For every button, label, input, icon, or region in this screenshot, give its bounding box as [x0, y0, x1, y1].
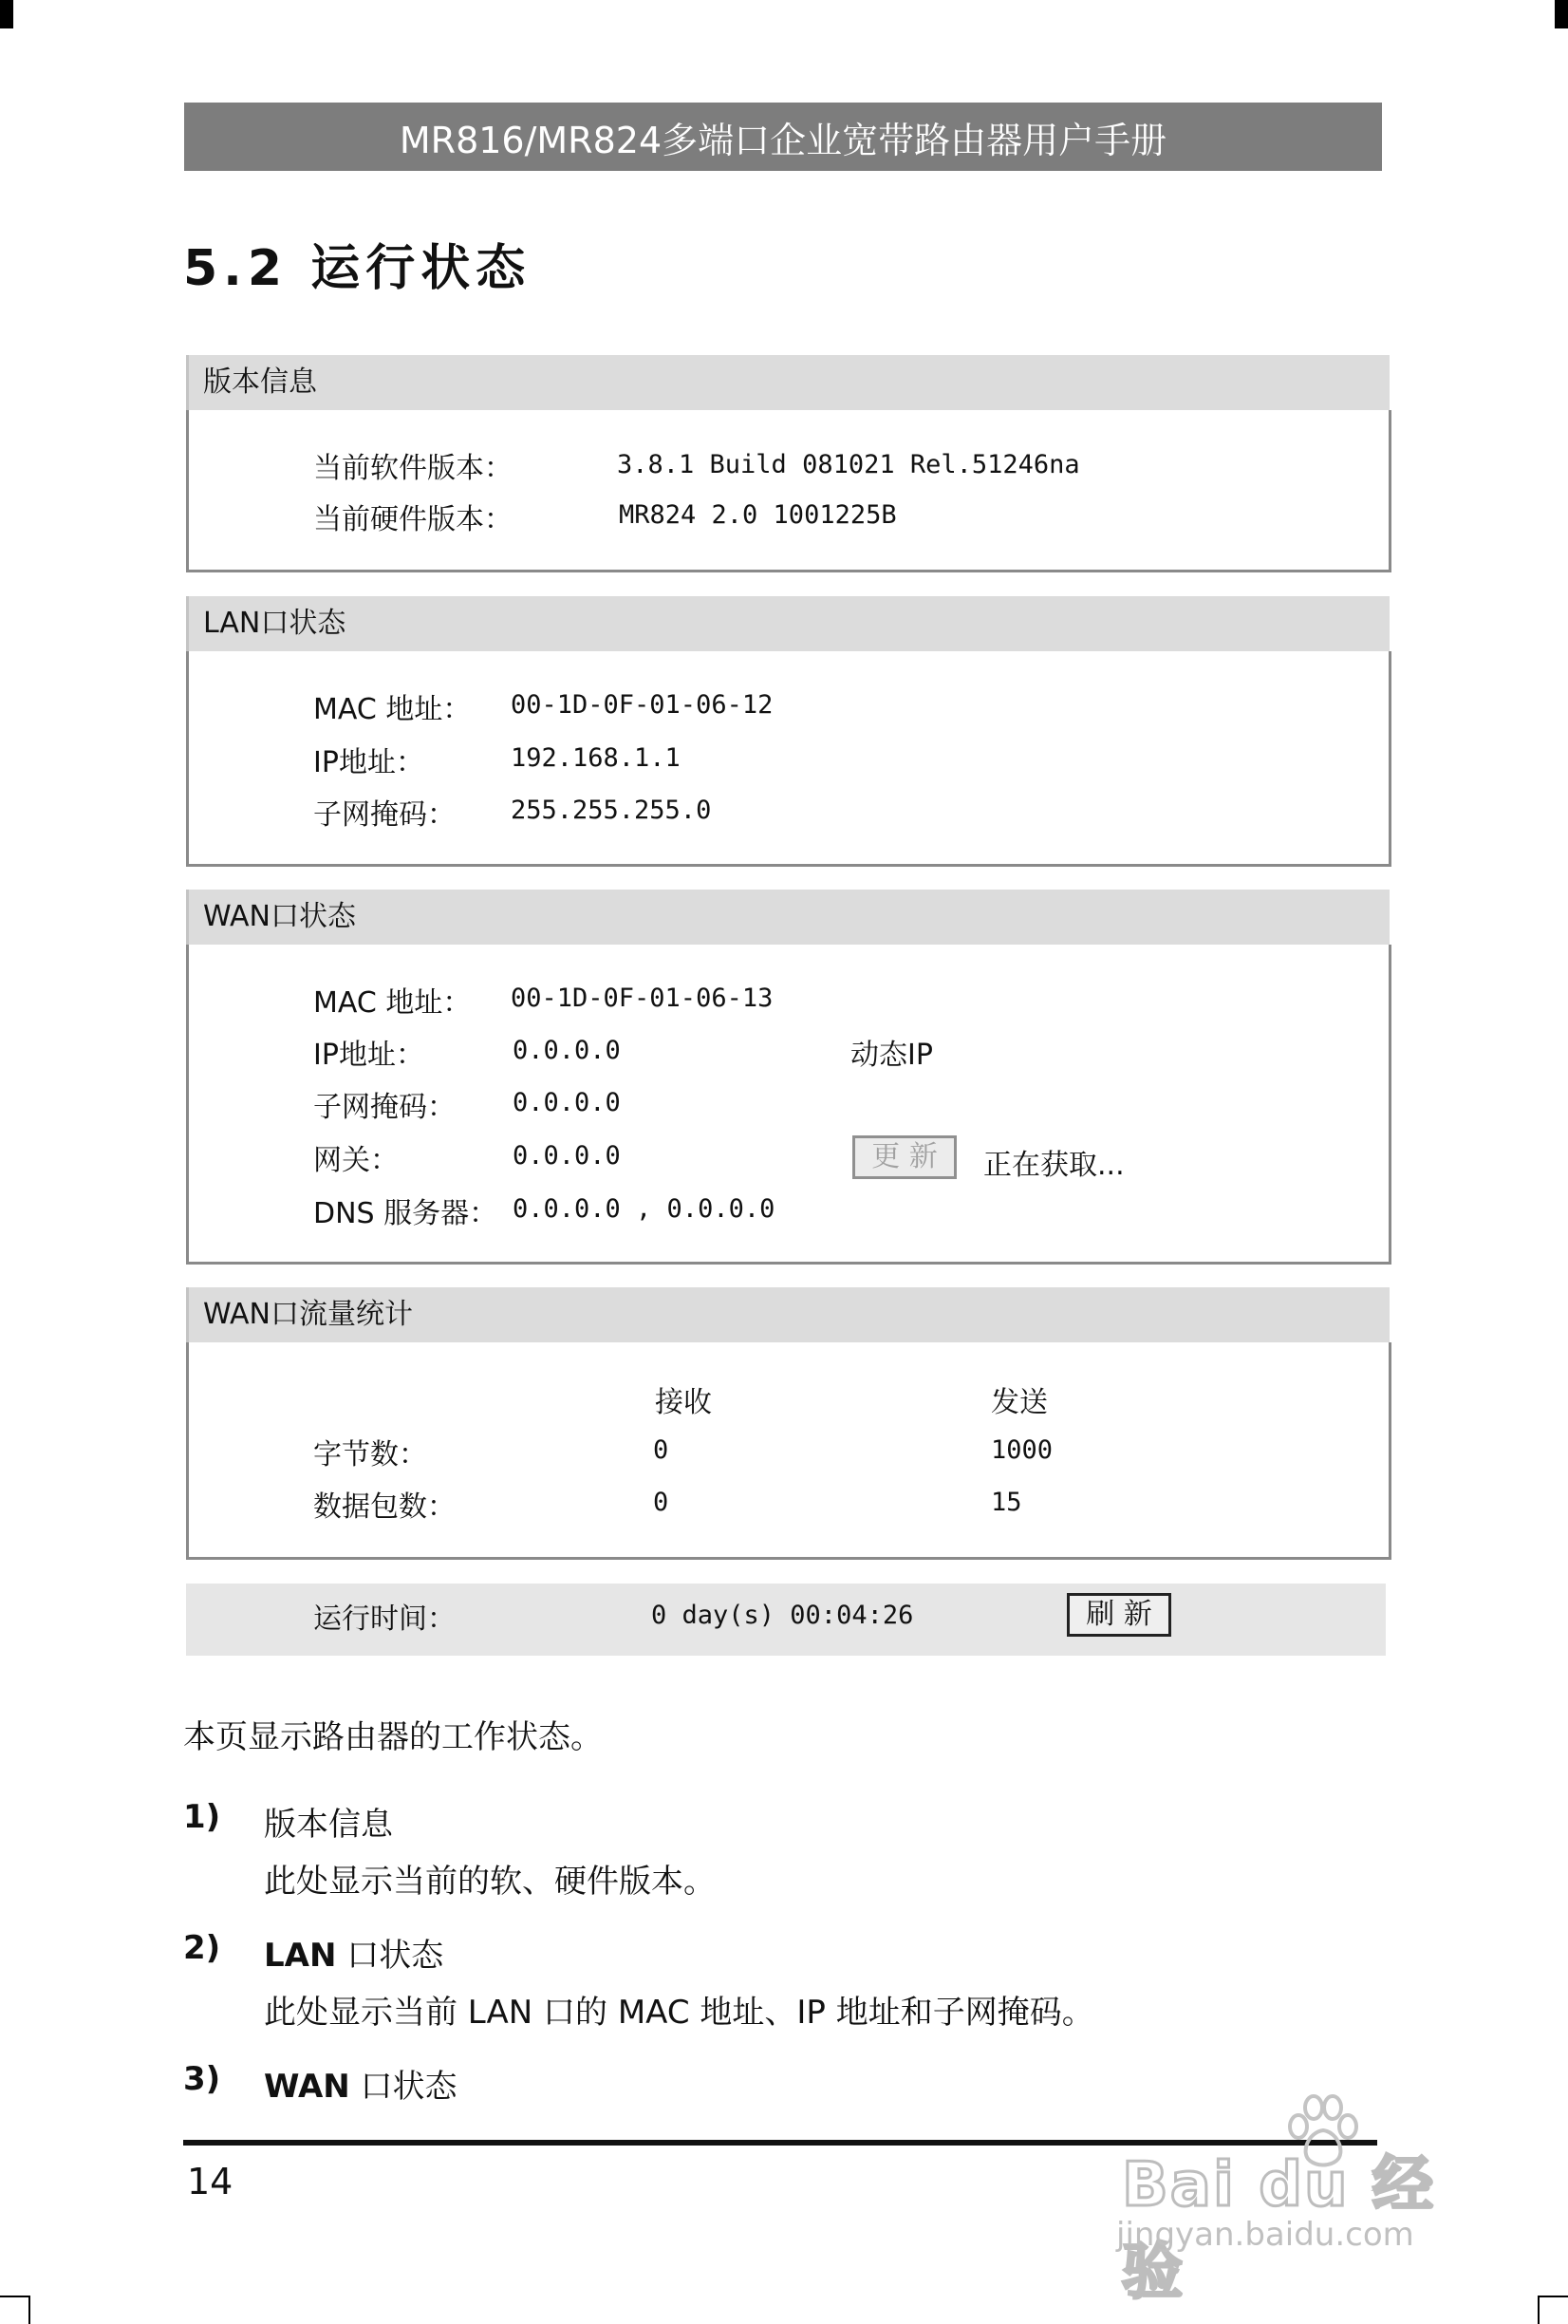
refresh-button[interactable]: 刷 新	[1067, 1593, 1171, 1637]
version-panel-header	[186, 355, 1390, 410]
item-3-title	[264, 2060, 457, 2107]
traffic-packets-send: 15	[991, 1488, 1022, 1517]
wan-mask-value: 0.0.0.0	[513, 1088, 621, 1117]
software-version-label: 当前软件版本：	[313, 452, 513, 485]
crop-mark-bottom-left-v	[28, 2296, 30, 2324]
wan-ip-value: 0.0.0.0	[513, 1036, 621, 1065]
item-2-description: 此处显示当前 LAN 口的 MAC 地址、IP 地址和子网掩码。	[264, 1994, 1094, 2032]
version-panel	[186, 410, 1391, 572]
traffic-col-send: 发送	[991, 1386, 1048, 1419]
manual-title: MR816/MR824多端口企业宽带路由器用户手册	[399, 119, 1167, 161]
baidu-watermark	[1109, 2094, 1488, 2308]
hardware-version-value: MR824 2.0 1001225B	[619, 500, 897, 530]
traffic-bytes-receive: 0	[653, 1435, 669, 1465]
watermark-url: jingyan.baidu.com	[1116, 2216, 1414, 2254]
lan-mac-label: MAC 地址：	[313, 693, 472, 726]
item-2-title-text: 口状态	[336, 1937, 444, 1975]
lan-mask-label: 子网掩码：	[313, 798, 456, 832]
manual-header	[184, 103, 1382, 171]
item-3-title-bold: WAN	[264, 2068, 350, 2106]
wan-dns-label: DNS 服务器：	[313, 1197, 498, 1230]
lan-mac-value: 00-1D-0F-01-06-12	[511, 690, 774, 720]
traffic-col-receive: 接收	[655, 1386, 712, 1419]
wan-ip-type: 动态IP	[850, 1039, 933, 1072]
item-3-title-text: 口状态	[349, 2068, 457, 2106]
wan-panel-title: WAN口状态	[203, 900, 356, 933]
runtime-label: 运行时间：	[313, 1602, 456, 1636]
item-2-number: 2)	[183, 1929, 221, 1967]
item-2-title-bold: LAN	[264, 1937, 337, 1975]
item-3-number: 3)	[183, 2060, 221, 2098]
crop-mark-bottom-right-v	[1538, 2296, 1540, 2324]
traffic-panel-title: WAN口流量统计	[203, 1298, 413, 1331]
item-1-description: 此处显示当前的软、硬件版本。	[264, 1863, 716, 1901]
item-1-title-text: 版本信息	[264, 1806, 393, 1844]
lan-ip-label: IP地址：	[313, 746, 424, 779]
item-2-title	[264, 1929, 443, 1976]
wan-mac-value: 00-1D-0F-01-06-13	[511, 984, 774, 1013]
traffic-bytes-label: 字节数：	[313, 1438, 427, 1471]
crop-mark-top-left	[0, 0, 13, 28]
wan-ip-label: IP地址：	[313, 1039, 424, 1072]
wan-mask-label: 子网掩码：	[313, 1091, 456, 1124]
page-number: 14	[187, 2161, 233, 2202]
wan-update-button[interactable]: 更 新	[852, 1135, 957, 1179]
wan-dns-value: 0.0.0.0 , 0.0.0.0	[513, 1194, 775, 1224]
section-title: 5.2 运行状态	[183, 240, 532, 297]
wan-status-text: 正在获取...	[983, 1149, 1125, 1182]
watermark-brand: Bai du 经验	[1122, 2150, 1435, 2308]
crop-mark-bottom-right	[1540, 2296, 1568, 2297]
wan-mac-label: MAC 地址：	[313, 986, 472, 1020]
version-panel-title: 版本信息	[203, 365, 317, 399]
software-version-value: 3.8.1 Build 081021 Rel.51246na	[617, 450, 1080, 479]
traffic-bytes-send: 1000	[991, 1435, 1054, 1465]
traffic-panel-header	[186, 1287, 1390, 1342]
traffic-packets-receive: 0	[653, 1488, 669, 1517]
wan-gateway-label: 网关：	[313, 1144, 399, 1177]
lan-mask-value: 255.255.255.0	[511, 796, 712, 825]
runtime-value: 0 day(s) 00:04:26	[651, 1601, 914, 1630]
hardware-version-label: 当前硬件版本：	[313, 503, 513, 536]
lan-panel-header	[186, 596, 1390, 651]
wan-panel-header	[186, 890, 1390, 945]
wan-gateway-value: 0.0.0.0	[513, 1141, 621, 1171]
lan-panel-title: LAN口状态	[203, 607, 346, 640]
crop-mark-bottom-left	[0, 2296, 28, 2297]
item-1-number: 1)	[183, 1798, 221, 1836]
traffic-packets-label: 数据包数：	[313, 1490, 456, 1524]
intro-paragraph: 本页显示路由器的工作状态。	[183, 1718, 603, 1756]
crop-mark-top-right	[1555, 0, 1568, 28]
lan-ip-value: 192.168.1.1	[511, 743, 681, 773]
item-1-title	[264, 1798, 393, 1845]
